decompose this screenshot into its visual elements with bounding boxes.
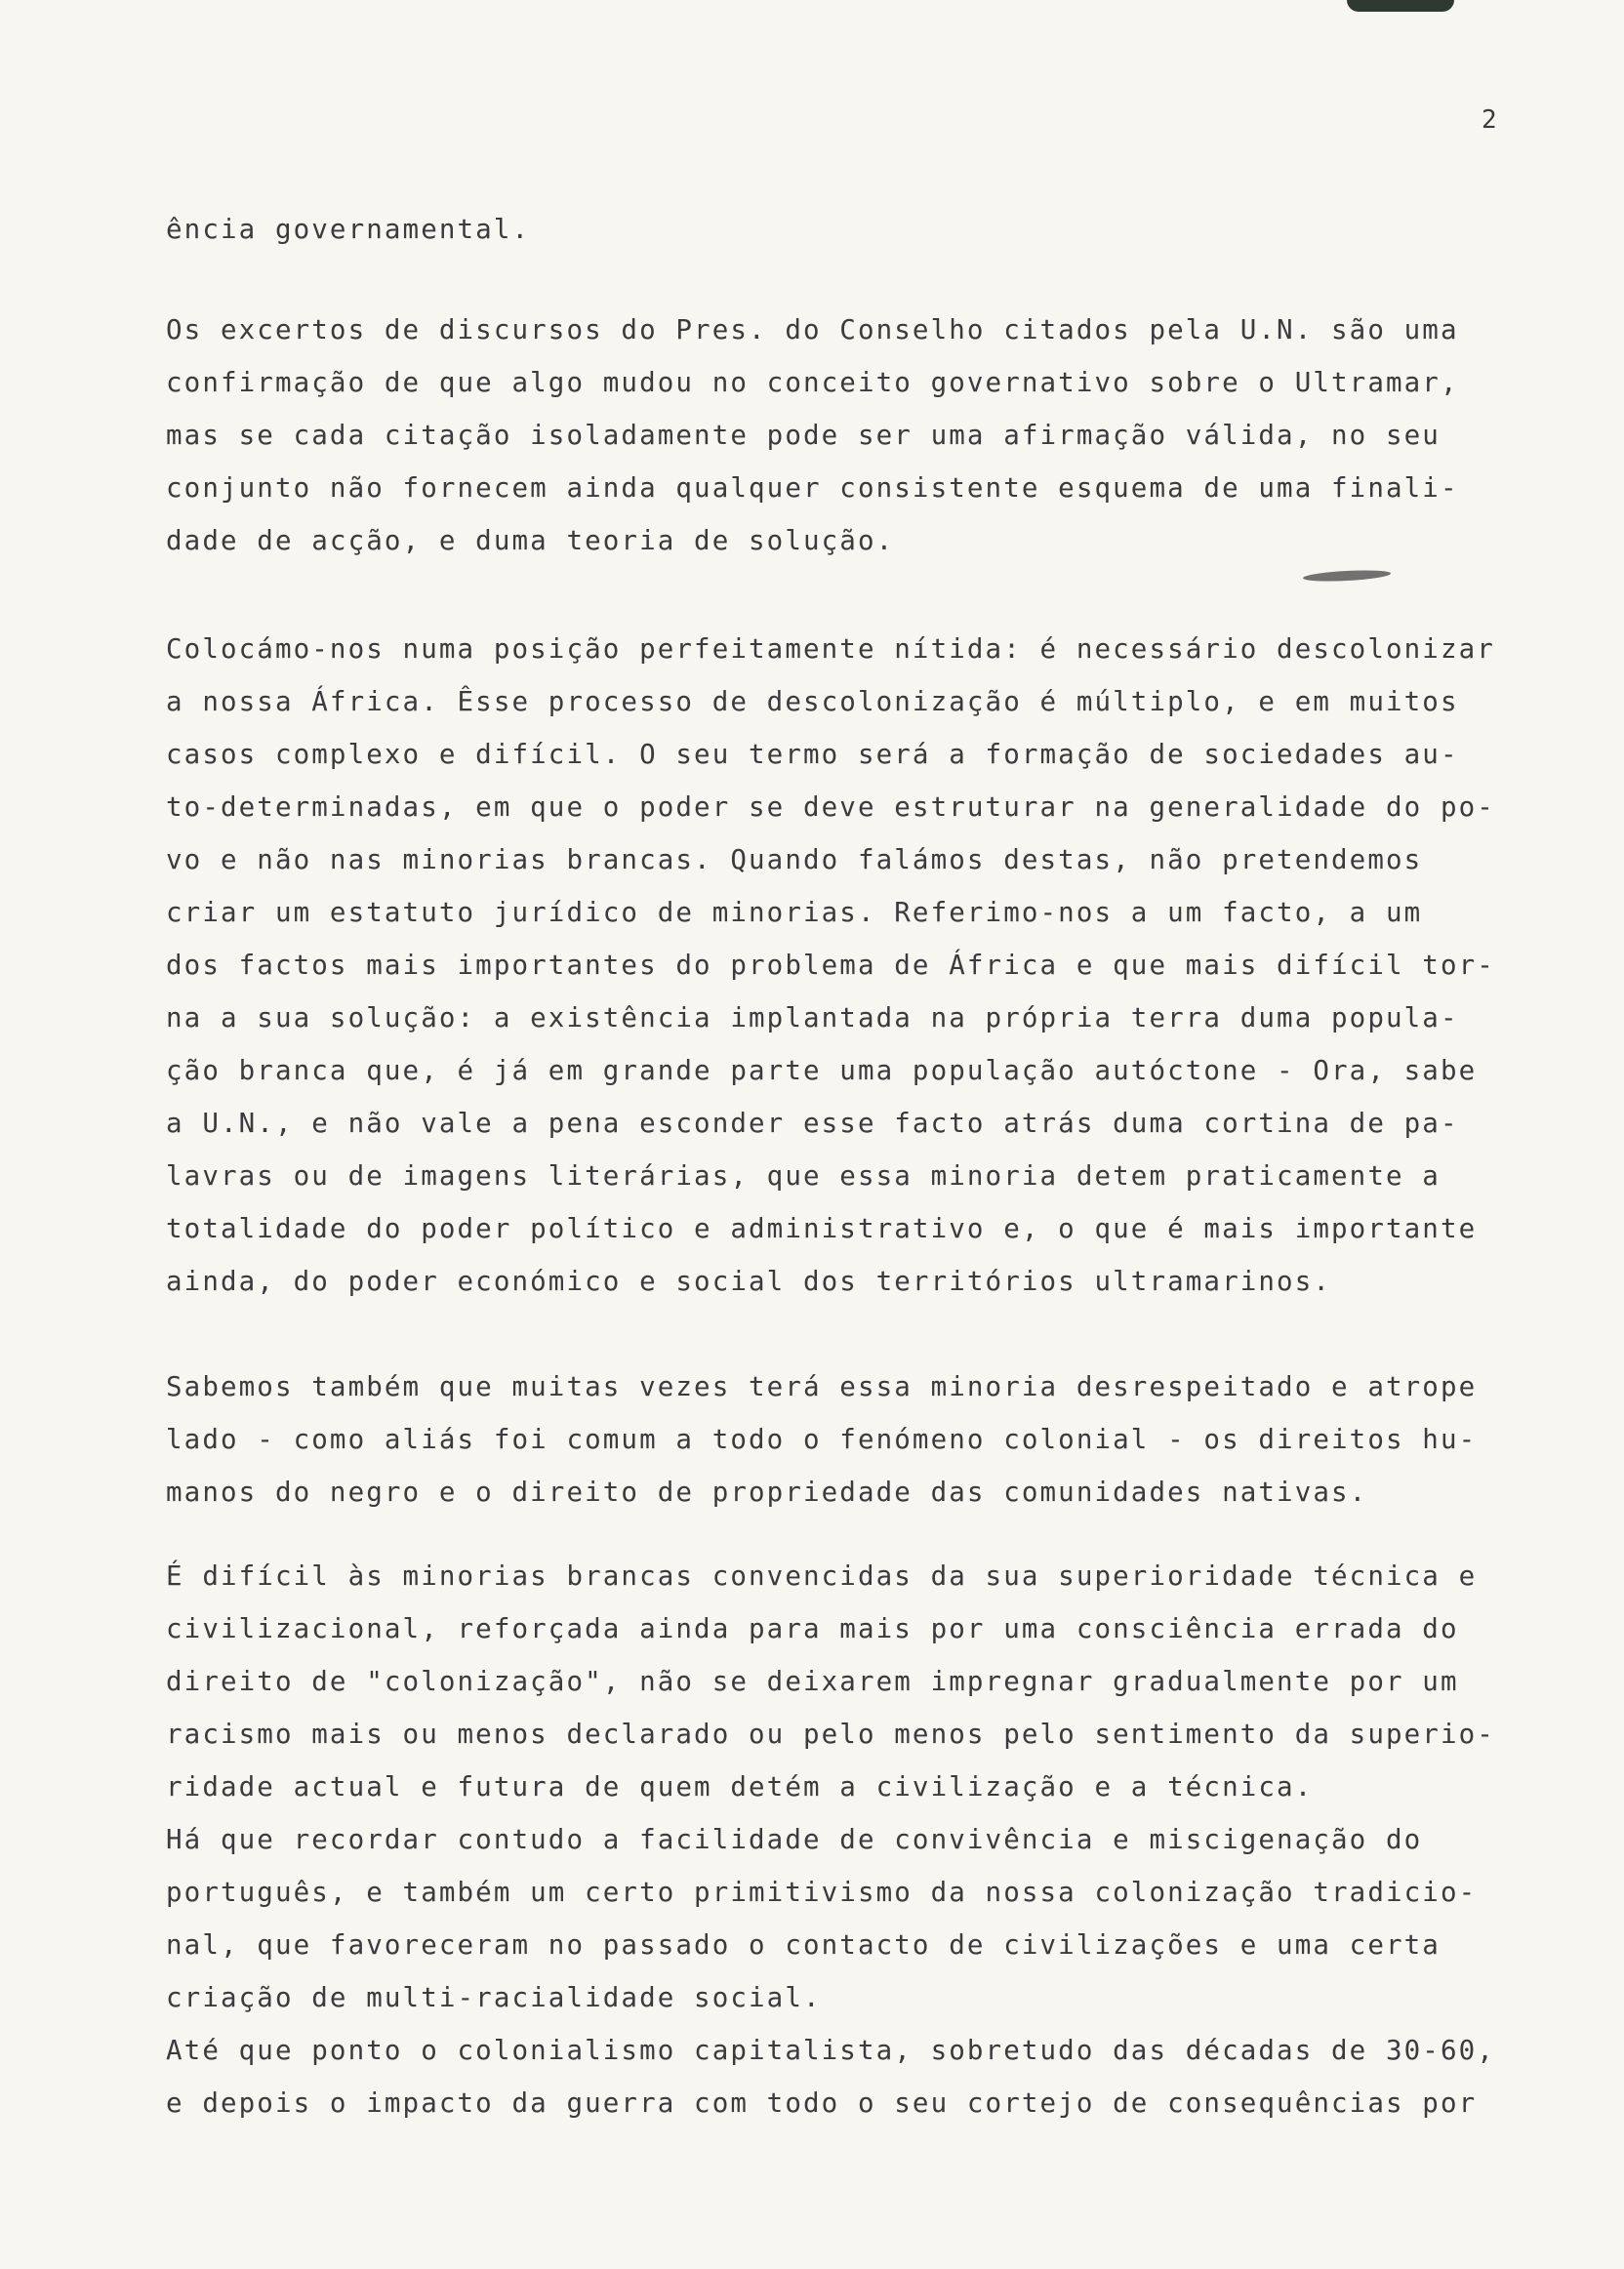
text-line: e depois o impacto da guerra com todo o seu cortejo de consequências por — [166, 2087, 1478, 2119]
text-line: racismo mais ou menos declarado ou pelo menos pelo sentimento da superio- — [166, 1719, 1495, 1750]
text-line: na a sua solução: a existência implantada na própria terra duma popula- — [166, 1002, 1459, 1033]
text-line: Há que recordar contudo a facilidade de convivência e miscigenação do — [166, 1824, 1423, 1855]
text-line: civilizacional, reforçada ainda para mais por uma consciência errada do — [166, 1613, 1459, 1644]
text-line: conjunto não fornecem ainda qualquer consistente esquema de uma finali- — [166, 472, 1459, 504]
text-line: É difícil às minorias brancas convencidas da sua superioridade técnica e — [166, 1560, 1478, 1592]
text-line: to-determinadas, em que o poder se deve estruturar na generalidade do po- — [166, 791, 1495, 823]
text-line: Até que ponto o colonialismo capitalista, sobretudo das décadas de 30-60, — [166, 2035, 1495, 2066]
text-line: ência governamental. — [166, 214, 531, 245]
text-line: mas se cada citação isoladamente pode ser uma afirmação válida, no seu — [166, 420, 1441, 451]
text-line: vo e não nas minorias brancas. Quando falámos destas, não pretendemos — [166, 844, 1423, 875]
text-line: dade de acção, e duma teoria de solução. — [166, 525, 895, 556]
paragraph-3 — [166, 623, 1571, 1308]
text-line: Colocámo-nos numa posição perfeitamente nítida: é necessário descolonizar — [166, 633, 1495, 665]
text-line: a nossa África. Êsse processo de descolonização é múltiplo, e em muitos — [166, 686, 1459, 717]
text-line: ção branca que, é já em grande parte uma população autóctone - Ora, sabe — [166, 1055, 1478, 1086]
text-line: Os excertos de discursos do Pres. do Conselho citados pela U.N. são uma — [166, 314, 1459, 345]
text-line: totalidade do poder político e administrativo e, o que é mais importante — [166, 1213, 1478, 1244]
text-line: a U.N., e não vale a pena esconder esse facto atrás duma cortina de pa- — [166, 1108, 1459, 1139]
text-line: lado - como aliás foi comum a todo o fenómeno colonial - os direitos hu- — [166, 1424, 1478, 1455]
text-line: manos do negro e o direito de propriedade das comunidades nativas. — [166, 1477, 1368, 1508]
ink-smudge — [1303, 569, 1391, 584]
page-number: 2 — [1482, 105, 1497, 135]
text-line: nal, que favoreceram no passado o contacto de civilizações e uma certa — [166, 1929, 1441, 1961]
paragraph-1 — [166, 203, 1571, 256]
paragraph-4 — [166, 1360, 1571, 1519]
text-line: ainda, do poder económico e social dos territórios ultramarinos. — [166, 1266, 1332, 1297]
text-line: criação de multi-racialidade social. — [166, 1982, 822, 2013]
text-line: direito de "colonização", não se deixarem impregnar gradualmente por um — [166, 1666, 1459, 1697]
text-line: criar um estatuto jurídico de minorias. Referimo-nos a um facto, a um — [166, 897, 1423, 928]
paragraph-2 — [166, 304, 1571, 567]
text-line: casos complexo e difícil. O seu termo será a formação de sociedades au- — [166, 739, 1459, 770]
paragraph-5 — [166, 1550, 1571, 2129]
text-line: confirmação de que algo mudou no conceito governativo sobre o Ultramar, — [166, 367, 1459, 398]
corner-ink-mark — [1347, 0, 1454, 12]
text-line: dos factos mais importantes do problema de África e que mais difícil tor- — [166, 950, 1495, 981]
text-line: ridade actual e futura de quem detém a civilização e a técnica. — [166, 1771, 1314, 1803]
text-line: lavras ou de imagens literárias, que essa minoria detem praticamente a — [166, 1160, 1441, 1192]
text-line: Sabemos também que muitas vezes terá essa minoria desrespeitado e atrope — [166, 1371, 1478, 1402]
text-line: português, e também um certo primitivismo da nossa colonização tradicio- — [166, 1877, 1478, 1908]
